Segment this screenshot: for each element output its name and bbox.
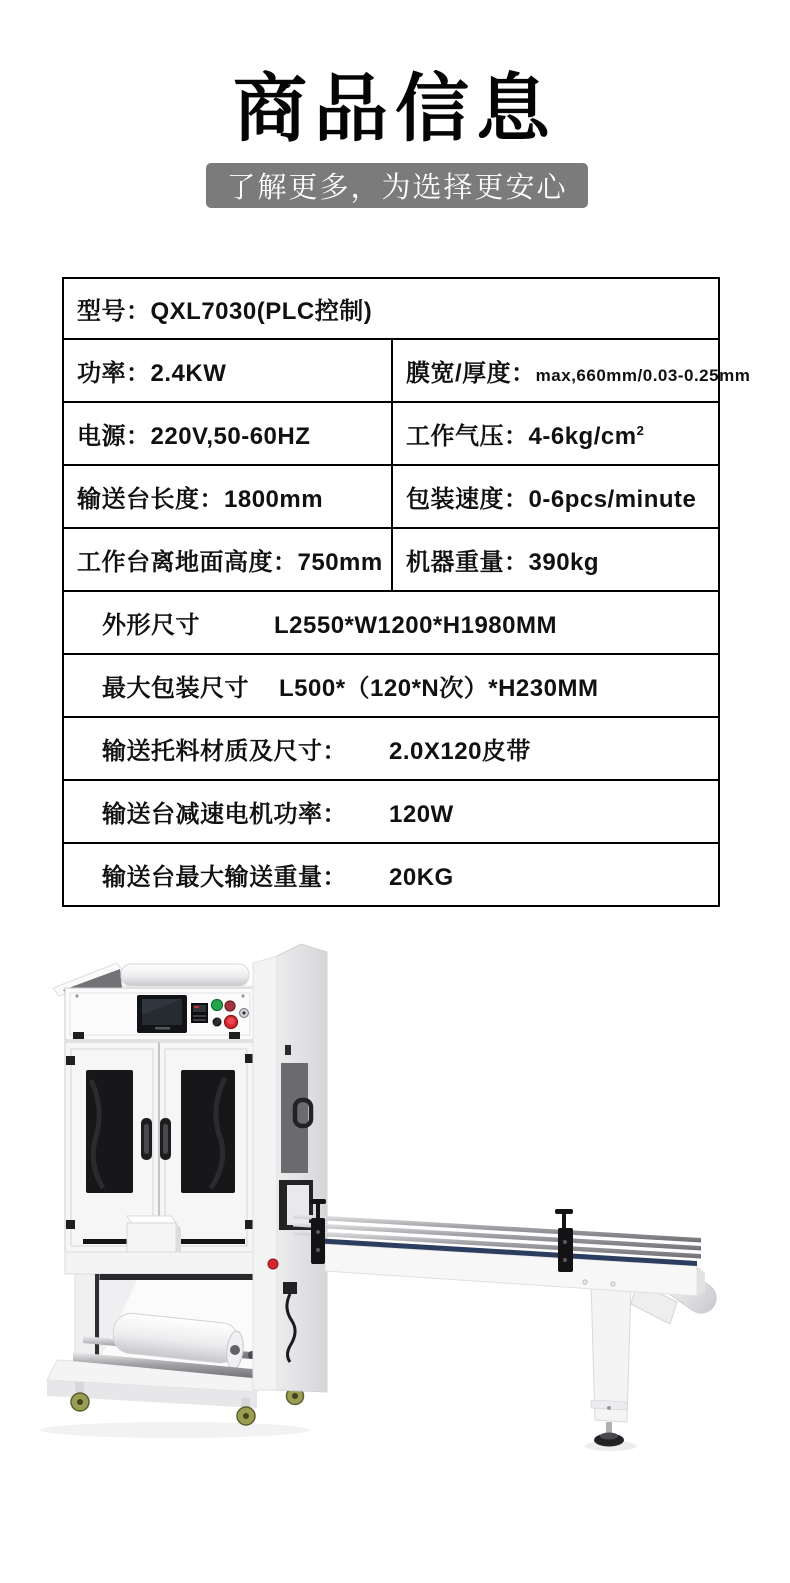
hinge-icon [229,1032,240,1039]
spec-value: 390kg [528,549,600,576]
spec-value: 220V,50-60HZ [150,423,311,450]
table-row [63,654,719,717]
control-panel [65,988,255,1040]
spec-value: 0-6pcs/minute [528,486,697,513]
spec-value: 2.0X120皮带 [389,738,531,765]
spec-label: 输送台减速电机功率： [102,801,347,828]
table-row [63,402,719,465]
stop-button-red [225,1001,235,1011]
spec-label: 工作气压： [406,423,529,450]
spec-conveyor-length-cell [63,465,392,528]
spec-label: 型号： [77,298,151,325]
spec-value: QXL7030(PLC控制) [150,298,373,325]
hinge-icon [66,1056,75,1065]
subtitle-text: 了解更多，为选择更安心 [226,172,568,204]
side-red-button [268,1259,278,1269]
table-row [63,843,719,906]
screw-icon [241,994,244,997]
start-button-green [212,1000,223,1011]
outfeed-conveyor [293,1199,722,1447]
spec-label: 外形尺寸 [102,612,200,639]
spec-label: 膜宽/厚度： [406,360,536,387]
spec-weight-cell [392,528,719,591]
spec-max-pack-size-cell [63,654,719,717]
spec-label: 输送托料材质及尺寸： [102,738,347,765]
cable-bracket [283,1282,297,1294]
table-row [63,528,719,591]
spec-value: max,660mm/0.03-0.25mm [535,366,751,385]
spec-label: 工作台离地面高度： [77,549,298,576]
table-row [63,717,719,780]
door-handle-left [141,1118,152,1160]
table-row [63,278,719,339]
spec-label: 电源： [77,423,151,450]
spec-model-cell [63,278,719,339]
spec-label: 功率： [77,360,151,387]
door-window-right [181,1070,235,1193]
table-row [63,780,719,843]
spec-label: 最大包装尺寸 [102,675,249,702]
leveling-stem [606,1422,612,1434]
touchscreen-display [137,995,187,1033]
spec-max-load-cell [63,843,719,906]
spec-value: 4-6kg/cm [528,423,637,450]
screw-icon [75,994,78,997]
door-handle-right [160,1118,171,1160]
spec-label: 输送台长度： [77,486,224,513]
hinge-icon [66,1220,75,1229]
power-knob [240,1009,249,1018]
page-title: 商品信息 [233,67,557,150]
spec-label: 输送台最大输送重量： [102,864,347,891]
table-row [63,465,719,528]
spec-value: L2550*W1200*H1980MM [274,612,557,639]
spec-air-pressure-cell [392,402,719,465]
spec-value: 120W [389,801,454,828]
spec-value: 20KG [389,864,454,891]
temperature-controller [191,1003,208,1023]
machine-product-photo [25,930,765,1460]
spec-film-cell [392,339,751,402]
spec-power-cell [63,339,392,402]
spec-voltage-cell [63,402,392,465]
spec-value: L500*（120*N次）*H230MM [279,675,599,702]
spec-table-height-cell [63,528,392,591]
spec-value-superscript: 2 [636,423,645,438]
spec-value: 750mm [297,549,383,576]
table-row [63,591,719,654]
hinge-icon [73,1032,84,1039]
spec-label: 包装速度： [406,486,529,513]
spec-dimensions-cell [63,591,719,654]
emergency-stop-button [225,1016,238,1029]
spec-label: 机器重量： [406,549,529,576]
spec-speed-cell [392,465,719,528]
subtitle-banner [206,163,588,208]
spec-value: 1800mm [224,486,324,513]
conveyor-support-leg [591,1282,631,1447]
table-row [63,339,719,402]
machine-shadow [40,1422,310,1438]
spec-value: 2.4KW [150,360,227,387]
spec-belt-material-cell [63,717,719,780]
spec-motor-power-cell [63,780,719,843]
spec-table [62,277,751,907]
machine-side-column [253,944,327,1392]
door-window-left [86,1070,133,1193]
